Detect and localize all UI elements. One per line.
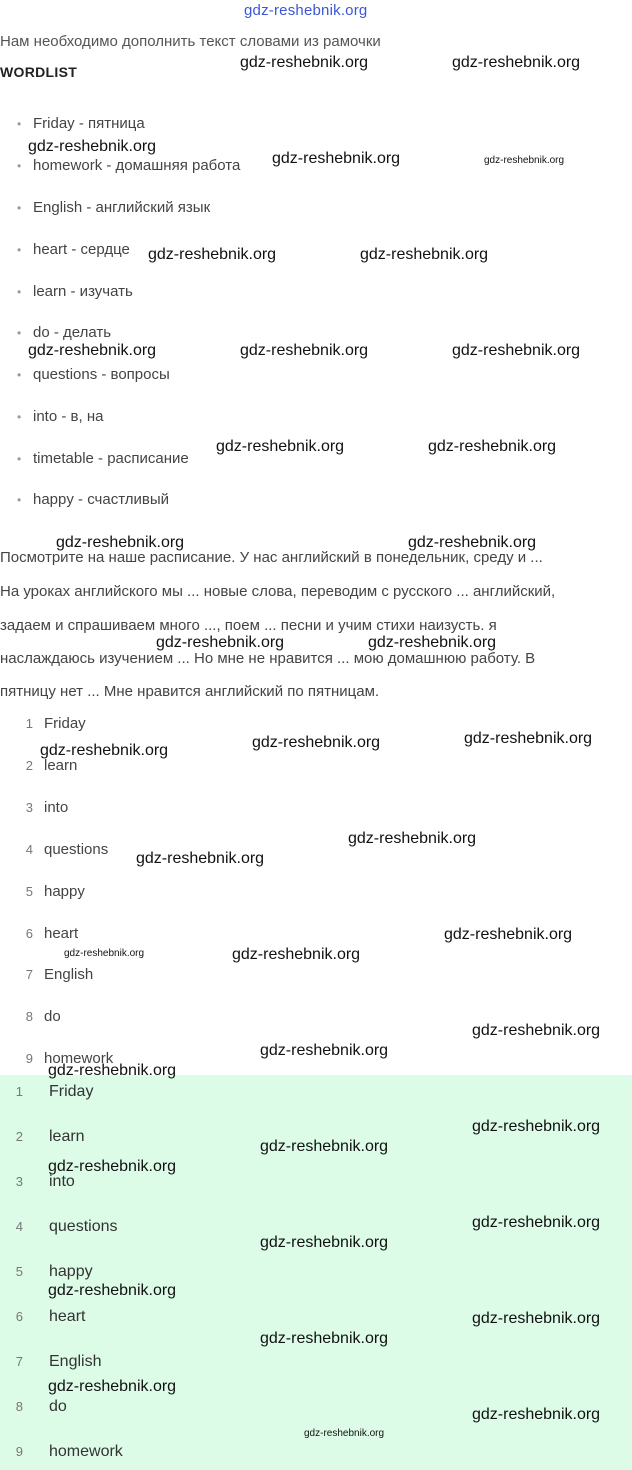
item-word: homework: [44, 1050, 114, 1067]
wordlist-item: [17, 491, 169, 508]
wordlist-item-text: learn - изучать: [33, 283, 133, 300]
watermark-text: gdz-reshebnik.org: [260, 1234, 389, 1251]
watermark-text: gdz-reshebnik.org: [472, 1118, 601, 1135]
watermark-text: gdz-reshebnik.org: [348, 830, 477, 847]
item-word: questions: [44, 841, 109, 858]
watermark-text: gdz-reshebnik.org: [56, 534, 185, 551]
numbered-item: [0, 841, 108, 858]
watermark-text: gdz-reshebnik.org: [272, 150, 401, 167]
watermark-text: gdz-reshebnik.org: [260, 1042, 389, 1059]
answer-item: [0, 1218, 118, 1236]
item-word: learn: [44, 757, 78, 774]
answer-item: [0, 1083, 93, 1101]
numbered-item: [0, 715, 86, 732]
answer-word: heart: [49, 1308, 86, 1325]
watermark-text: gdz-reshebnik.org: [408, 534, 537, 551]
watermark-text: gdz-reshebnik.org: [444, 926, 573, 943]
answer-word: questions: [49, 1218, 118, 1235]
task-instruction: Нам необходимо дополнить текст словами из рамочки: [0, 33, 381, 50]
answer-number: 5: [15, 1264, 23, 1279]
answer-number: 3: [15, 1174, 23, 1189]
item-word: heart: [44, 925, 79, 942]
wordlist-item-text: timetable - расписание: [33, 450, 189, 467]
item-number: 3: [25, 800, 33, 815]
bullet-icon: •: [17, 493, 22, 507]
numbered-item: [0, 966, 93, 983]
watermark-text: gdz-reshebnik.org: [304, 1428, 385, 1439]
numbered-item: [0, 925, 78, 942]
watermark-text: gdz-reshebnik.org: [472, 1310, 601, 1327]
answer-word: Friday: [49, 1083, 94, 1100]
watermark-text: gdz-reshebnik.org: [240, 54, 369, 71]
item-number: 9: [25, 1051, 33, 1066]
watermark-text: gdz-reshebnik.org: [64, 948, 145, 959]
watermark-text: gdz-reshebnik.org: [216, 438, 345, 455]
answer-word: into: [49, 1173, 75, 1190]
answer-item: [0, 1353, 101, 1371]
watermark-text: gdz-reshebnik.org: [260, 1138, 389, 1155]
watermark-text: gdz-reshebnik.org: [252, 734, 381, 751]
numbered-item: [0, 883, 85, 900]
wordlist-item: [17, 157, 240, 174]
paragraph-line: На уроках английского мы ... новые слова, переводим с русского ... английский,: [0, 583, 556, 600]
watermark-text: gdz-reshebnik.org: [368, 634, 497, 651]
bullet-icon: •: [17, 368, 22, 382]
wordlist-item: [17, 324, 111, 341]
watermark-text: gdz-reshebnik.org: [472, 1406, 601, 1423]
watermark-text: gdz-reshebnik.org: [136, 850, 265, 867]
bullet-icon: •: [17, 452, 22, 466]
answer-number: 1: [15, 1084, 23, 1099]
wordlist-item: [17, 450, 189, 467]
wordlist-title: WORDLIST: [0, 64, 78, 80]
numbered-item: [0, 1008, 61, 1025]
answer-number: 9: [15, 1444, 23, 1459]
wordlist-item: [17, 115, 145, 132]
watermark-text: gdz-reshebnik.org: [156, 634, 285, 651]
watermark-text: gdz-reshebnik.org: [48, 1062, 177, 1079]
answer-word: learn: [49, 1128, 85, 1145]
wordlist-item: [17, 408, 103, 425]
paragraph-line: задаем и спрашиваем много ..., поем ... песни и учим стихи наизусть. я: [0, 617, 497, 634]
wordlist-item-text: heart - сердце: [33, 241, 130, 258]
answer-number: 8: [15, 1399, 23, 1414]
answer-item: [0, 1443, 123, 1461]
item-word: into: [44, 799, 69, 816]
item-number: 6: [25, 926, 33, 941]
item-word: happy: [44, 883, 85, 900]
item-word: do: [44, 1008, 61, 1025]
watermark-text: gdz-reshebnik.org: [28, 138, 157, 155]
answer-number: 6: [15, 1309, 23, 1324]
watermark-text: gdz-reshebnik.org: [40, 742, 169, 759]
answer-word: happy: [49, 1263, 93, 1280]
answer-word: English: [49, 1353, 102, 1370]
watermark-text: gdz-reshebnik.org: [48, 1378, 177, 1395]
wordlist-item-text: homework - домашняя работа: [33, 157, 241, 174]
watermark-text: gdz-reshebnik.org: [28, 342, 157, 359]
item-number: 2: [25, 758, 33, 773]
paragraph-line: пятницу нет ... Мне нравится английский по пятницам.: [0, 683, 380, 700]
bullet-icon: •: [17, 285, 22, 299]
wordlist-item-text: Friday - пятница: [33, 115, 145, 132]
paragraph-line: Посмотрите на наше расписание. У нас английский в понедельник, среду и ...: [0, 549, 543, 566]
item-number: 7: [25, 967, 33, 982]
bullet-icon: •: [17, 326, 22, 340]
item-number: 5: [25, 884, 33, 899]
answer-number: 7: [15, 1354, 23, 1369]
item-number: 1: [25, 716, 33, 731]
bullet-icon: •: [17, 410, 22, 424]
watermark-text: gdz-reshebnik.org: [260, 1330, 389, 1347]
bullet-icon: •: [17, 201, 22, 215]
watermark-text: gdz-reshebnik.org: [428, 438, 557, 455]
answer-word: homework: [49, 1443, 123, 1460]
answer-number: 4: [15, 1219, 23, 1234]
watermark-text: gdz-reshebnik.org: [232, 946, 361, 963]
watermark-text: gdz-reshebnik.org: [472, 1214, 601, 1231]
bullet-icon: •: [17, 243, 22, 257]
watermark-text: gdz-reshebnik.org: [472, 1022, 601, 1039]
watermark-text: gdz-reshebnik.org: [452, 342, 581, 359]
site-link[interactable]: gdz-reshebnik.org: [244, 2, 368, 19]
numbered-item: [0, 799, 68, 816]
watermark-text: gdz-reshebnik.org: [148, 246, 277, 263]
watermark-text: gdz-reshebnik.org: [240, 342, 369, 359]
answer-item: [0, 1128, 85, 1146]
paragraph-line: наслаждаюсь изучением ... Но мне не нравится ... мою домашнюю работу. В: [0, 650, 536, 667]
wordlist-item: [17, 366, 170, 383]
item-number: 4: [25, 842, 33, 857]
wordlist-item: [17, 283, 133, 300]
watermark-text: gdz-reshebnik.org: [360, 246, 489, 263]
wordlist-item-text: happy - счастливый: [33, 491, 169, 508]
wordlist-item-text: into - в, на: [33, 408, 104, 425]
wordlist-item: [17, 199, 210, 216]
answer-word: do: [49, 1398, 67, 1415]
item-word: English: [44, 966, 94, 983]
answer-number: 2: [15, 1129, 23, 1144]
watermark-text: gdz-reshebnik.org: [452, 54, 581, 71]
wordlist-item: [17, 241, 130, 258]
item-number: 8: [25, 1009, 33, 1024]
watermark-text: gdz-reshebnik.org: [464, 730, 593, 747]
answer-item: [0, 1263, 93, 1281]
item-word: Friday: [44, 715, 86, 732]
wordlist-item-text: questions - вопросы: [33, 366, 170, 383]
answer-item: [0, 1308, 85, 1326]
answer-item: [0, 1398, 67, 1416]
bullet-icon: •: [17, 117, 22, 131]
watermark-text: gdz-reshebnik.org: [48, 1282, 177, 1299]
bullet-icon: •: [17, 159, 22, 173]
watermark-text: gdz-reshebnik.org: [484, 155, 565, 166]
watermark-text: gdz-reshebnik.org: [48, 1158, 177, 1175]
wordlist-item-text: English - английский язык: [33, 199, 211, 216]
wordlist-item-text: do - делать: [33, 324, 112, 341]
